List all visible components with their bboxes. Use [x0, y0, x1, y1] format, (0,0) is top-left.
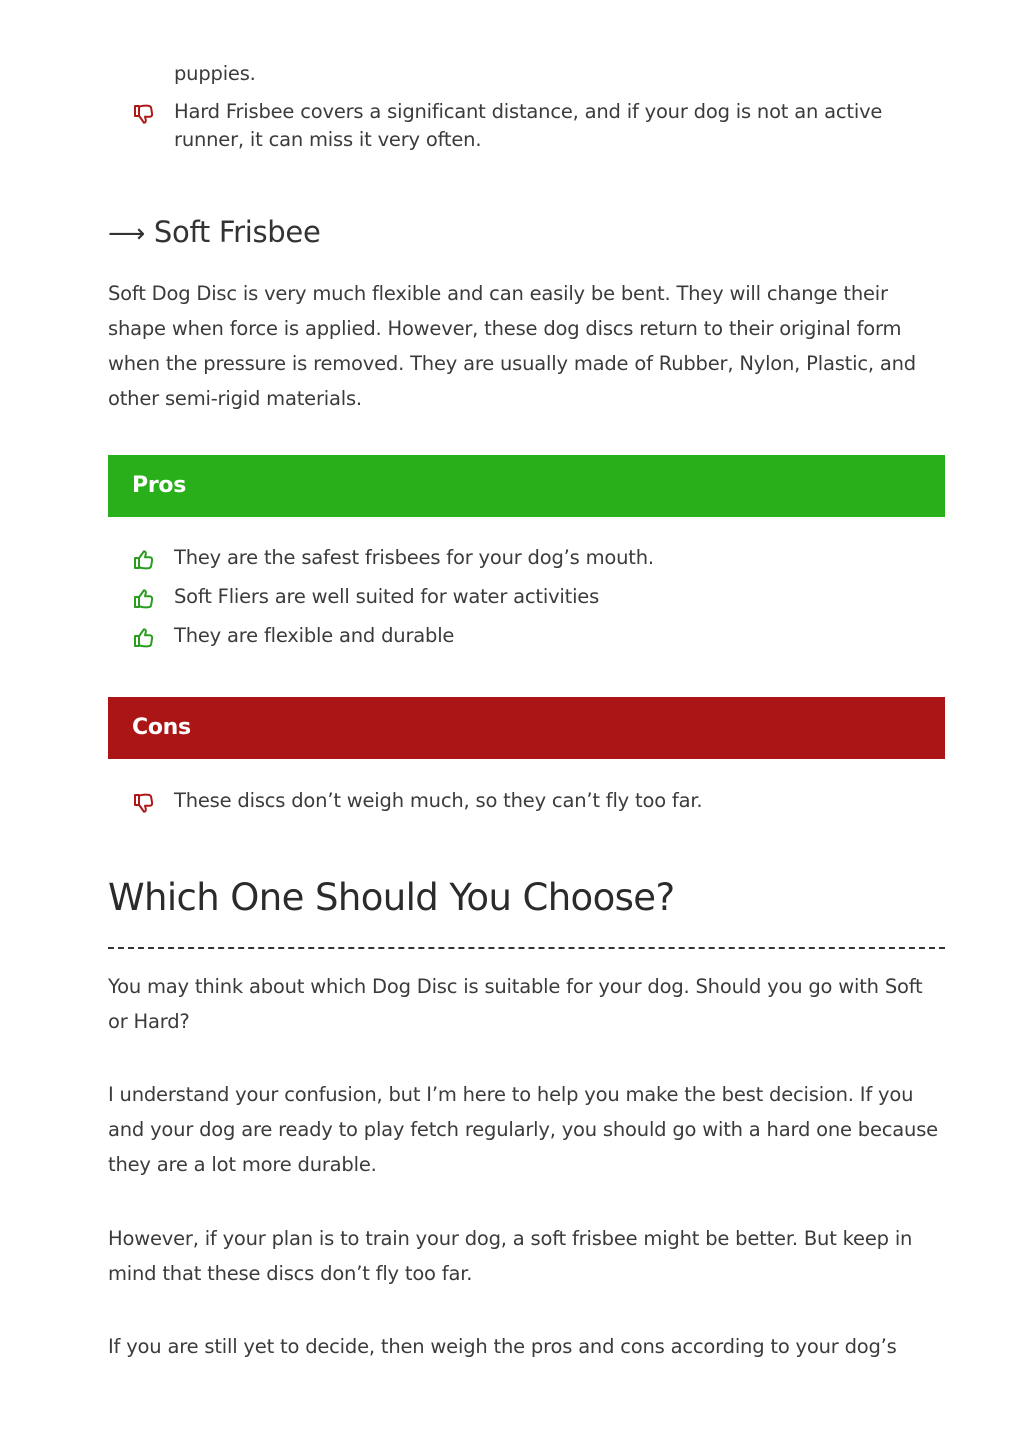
choose-paragraph-2: I understand your confusion, but I’m here to help you make the best decision. If you and your dog are ready to play fetch regularly, you should go with a hard one because they are a lot more durable.: [108, 1083, 938, 1176]
list-item-text: They are the safest frisbees for your dog’s mouth.: [174, 546, 654, 569]
pros-header: [108, 455, 945, 517]
choose-paragraph-1: You may think about which Dog Disc is suitable for your dog. Should you go with Soft or Hard?: [108, 975, 923, 1033]
arrow-icon: ⟶: [108, 219, 145, 249]
section-heading: [108, 214, 321, 252]
cons-label: Cons: [132, 715, 191, 740]
heading-text: Soft Frisbee: [153, 215, 321, 249]
choose-paragraph-4: If you are still yet to decide, then weigh the pros and cons according to your dog’s: [108, 1335, 897, 1358]
thumbs-up-icon: [132, 626, 156, 650]
pros-label: Pros: [132, 473, 186, 498]
list-item-text: These discs don’t weigh much, so they can’t fly too far.: [174, 789, 703, 812]
thumbs-down-icon: [132, 102, 156, 126]
soft-paragraph: Soft Dog Disc is very much flexible and can easily be bent. They will change their shape when force is applied. However, these dog discs return to their original form when the pressure is removed. They are usually made of Rubber, Nylon, Plastic, and other semi-rigid materials.: [108, 282, 916, 410]
list-item-text: They are flexible and durable: [174, 624, 455, 647]
list-item-text: Soft Fliers are well suited for water activities: [174, 585, 600, 608]
thumbs-up-icon: [132, 587, 156, 611]
dashed-divider: [108, 947, 945, 949]
cons-fragment: puppies.: [174, 62, 256, 85]
thumbs-up-icon: [132, 548, 156, 572]
cons-header: [108, 697, 945, 759]
list-item-text: Hard Frisbee covers a significant distance, and if your dog is not an active runner, it can miss it very often.: [174, 100, 883, 151]
thumbs-down-icon: [132, 791, 156, 815]
section-title: Which One Should You Choose?: [108, 876, 675, 919]
choose-paragraph-3: However, if your plan is to train your dog, a soft frisbee might be better. But keep in mind that these discs don’t fly too far.: [108, 1227, 913, 1285]
